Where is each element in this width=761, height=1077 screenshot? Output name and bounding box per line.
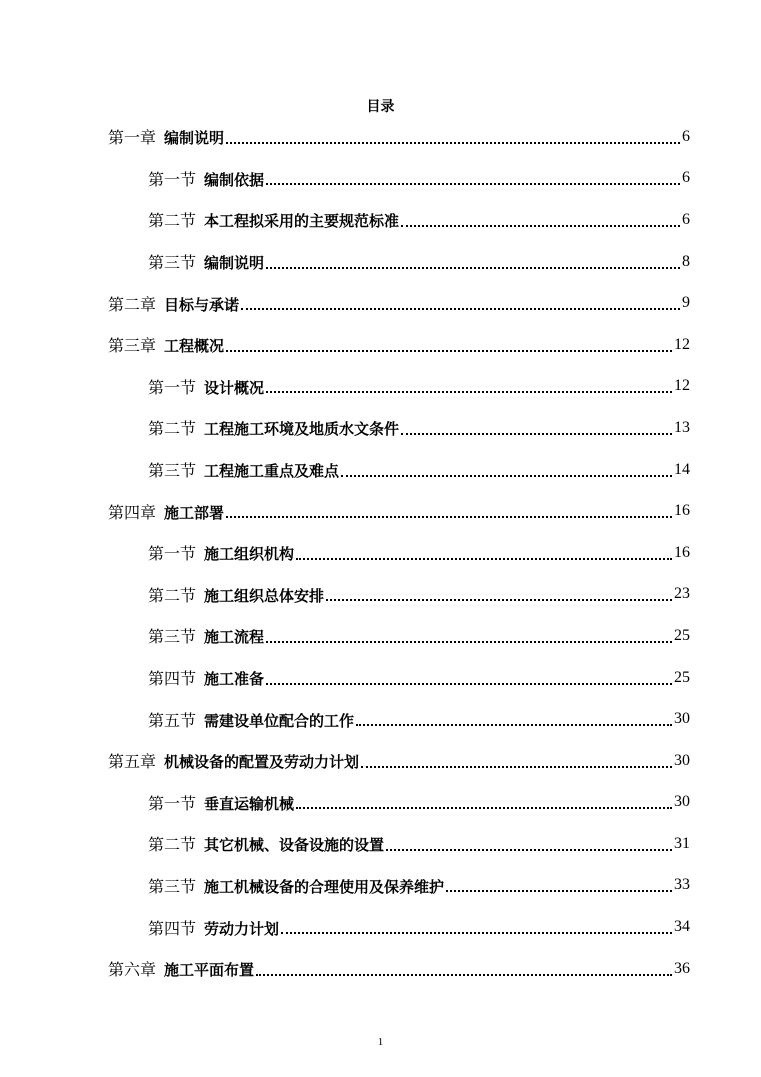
toc-entry-number: 第一章: [108, 128, 157, 148]
toc-entry-label: [148, 874, 444, 897]
toc-entry-page: 16: [674, 502, 690, 520]
toc-title: 目录: [366, 99, 395, 115]
toc-entry-label: [148, 375, 264, 398]
toc-entry-title: 本工程拟采用的主要规范标准: [204, 212, 400, 231]
toc-entry-title: 目标与承诺: [164, 295, 240, 314]
toc-dot-leader: [266, 267, 680, 269]
toc-entry-page: 36: [674, 959, 690, 977]
toc-entry-number: 第四节: [148, 669, 197, 689]
toc-entry-page: 13: [674, 418, 690, 436]
toc-entry-label: [108, 125, 224, 148]
toc-entry-label: [148, 708, 354, 731]
toc-entry-section[interactable]: [0, 615, 761, 657]
toc-entry-page: 25: [674, 668, 690, 686]
toc-dot-leader: [356, 724, 672, 726]
toc-entry-page: 8: [682, 252, 690, 270]
toc-entry-number: 第二节: [148, 211, 197, 231]
toc-entry-label: [148, 791, 294, 814]
toc-entry-number: 第三节: [148, 461, 197, 481]
toc-entry-label: [108, 957, 254, 980]
toc-entry-page: 12: [674, 335, 690, 353]
toc-entry-chapter[interactable]: [0, 282, 761, 324]
toc-entry-section[interactable]: [0, 574, 761, 616]
toc-dot-leader: [401, 433, 672, 435]
toc-entry-chapter[interactable]: [0, 324, 761, 366]
toc-entry-label: [148, 250, 264, 273]
toc-entry-section[interactable]: [0, 158, 761, 200]
toc-entry-page: 33: [674, 876, 690, 894]
toc-entry-title: 施工平面布置: [164, 961, 255, 980]
toc-entry-page: 23: [674, 585, 690, 603]
toc-entry-title: 施工部署: [164, 503, 225, 522]
toc-entry-label: [148, 167, 264, 190]
toc-entry-section[interactable]: [0, 449, 761, 491]
toc-entry-title: 编制说明: [164, 129, 225, 148]
toc-entry-section[interactable]: [0, 698, 761, 740]
toc-dot-leader: [386, 849, 672, 851]
toc-entry-number: 第二节: [148, 835, 197, 855]
toc-entry-number: 第四节: [148, 918, 197, 938]
toc-entry-page: 16: [674, 543, 690, 561]
toc-entry-label: [108, 292, 239, 315]
toc-dot-leader: [326, 599, 672, 601]
toc-entry-title: 机械设备的配置及劳动力计划: [164, 753, 360, 772]
toc-entry-label: [108, 749, 359, 772]
toc-entry-title: 施工组织总体安排: [204, 586, 325, 605]
toc-entry-title: 垂直运输机械: [204, 794, 295, 813]
toc-entry-section[interactable]: [0, 657, 761, 699]
toc-entry-page: 25: [674, 626, 690, 644]
toc-entry-label: [148, 208, 399, 231]
toc-entry-number: 第二章: [108, 294, 157, 314]
toc-entry-section[interactable]: [0, 865, 761, 907]
toc-entry-number: 第一节: [148, 544, 197, 564]
toc-entry-section[interactable]: [0, 823, 761, 865]
toc-entry-page: 6: [682, 169, 690, 187]
toc-dot-leader: [266, 683, 672, 685]
toc-entry-label: [148, 458, 339, 481]
toc-entry-number: 第三节: [148, 876, 197, 896]
toc-entry-section[interactable]: [0, 241, 761, 283]
toc-entry-label: [148, 416, 399, 439]
toc-list: [0, 116, 761, 989]
toc-entry-label: [148, 666, 264, 689]
toc-entry-page: 9: [682, 294, 690, 312]
toc-dot-leader: [241, 308, 680, 310]
toc-entry-label: [148, 541, 294, 564]
toc-dot-leader: [266, 391, 672, 393]
toc-entry-label: [148, 832, 384, 855]
toc-entry-section[interactable]: [0, 366, 761, 408]
toc-entry-title: 施工准备: [204, 670, 265, 689]
toc-entry-section[interactable]: [0, 906, 761, 948]
toc-entry-page: 6: [682, 127, 690, 145]
toc-entry-title: 编制说明: [204, 254, 265, 273]
toc-entry-title: 施工机械设备的合理使用及保养维护: [204, 877, 445, 896]
toc-entry-chapter[interactable]: [0, 490, 761, 532]
toc-dot-leader: [281, 932, 672, 934]
toc-entry-title: 劳动力计划: [204, 919, 280, 938]
toc-dot-leader: [256, 974, 672, 976]
toc-dot-leader: [401, 225, 680, 227]
toc-entry-number: 第一节: [148, 793, 197, 813]
toc-entry-title: 需建设单位配合的工作: [204, 711, 355, 730]
toc-dot-leader: [296, 558, 672, 560]
toc-entry-page: 34: [674, 918, 690, 936]
toc-entry-number: 第二节: [148, 419, 197, 439]
toc-dot-leader: [266, 641, 672, 643]
toc-dot-leader: [341, 475, 672, 477]
toc-entry-number: 第五节: [148, 710, 197, 730]
toc-entry-page: 30: [674, 710, 690, 728]
toc-entry-number: 第五章: [108, 752, 157, 772]
toc-dot-leader: [296, 807, 672, 809]
toc-entry-title: 施工流程: [204, 628, 265, 647]
toc-entry-number: 第一节: [148, 377, 197, 397]
toc-entry-page: 6: [682, 210, 690, 228]
toc-dot-leader: [226, 142, 680, 144]
toc-entry-number: 第四章: [108, 502, 157, 522]
toc-dot-leader: [446, 890, 672, 892]
toc-entry-title: 工程概况: [164, 337, 225, 356]
toc-entry-number: 第三节: [148, 627, 197, 647]
toc-entry-section[interactable]: [0, 532, 761, 574]
toc-entry-page: 30: [674, 751, 690, 769]
toc-entry-section[interactable]: [0, 199, 761, 241]
toc-entry-number: 第六章: [108, 960, 157, 980]
toc-entry-page: 31: [674, 834, 690, 852]
toc-entry-label: [148, 916, 279, 939]
toc-entry-title: 工程施工重点及难点: [204, 462, 340, 481]
toc-entry-title: 设计概况: [204, 378, 265, 397]
toc-dot-leader: [361, 766, 672, 768]
toc-entry-page: 12: [674, 377, 690, 395]
toc-entry-section[interactable]: [0, 782, 761, 824]
toc-entry-page: 30: [674, 793, 690, 811]
toc-entry-number: 第二节: [148, 585, 197, 605]
toc-entry-label: [148, 583, 324, 606]
toc-entry-label: [148, 624, 264, 647]
toc-entry-number: 第三章: [108, 336, 157, 356]
toc-entry-chapter[interactable]: [0, 948, 761, 990]
toc-dot-leader: [226, 350, 672, 352]
page-number: 1: [377, 1036, 384, 1048]
toc-entry-section[interactable]: [0, 407, 761, 449]
toc-entry-chapter[interactable]: [0, 740, 761, 782]
toc-entry-title: 其它机械、设备设施的设置: [204, 836, 385, 855]
toc-entry-label: [108, 500, 224, 523]
toc-entry-title: 施工组织机构: [204, 545, 295, 564]
toc-entry-chapter[interactable]: [0, 116, 761, 158]
toc-entry-title: 编制依据: [204, 170, 265, 189]
toc-entry-page: 14: [674, 460, 690, 478]
toc-entry-number: 第一节: [148, 169, 197, 189]
toc-entry-number: 第三节: [148, 253, 197, 273]
toc-entry-label: [108, 333, 224, 356]
toc-dot-leader: [266, 183, 680, 185]
toc-dot-leader: [226, 516, 672, 518]
toc-entry-title: 工程施工环境及地质水文条件: [204, 420, 400, 439]
